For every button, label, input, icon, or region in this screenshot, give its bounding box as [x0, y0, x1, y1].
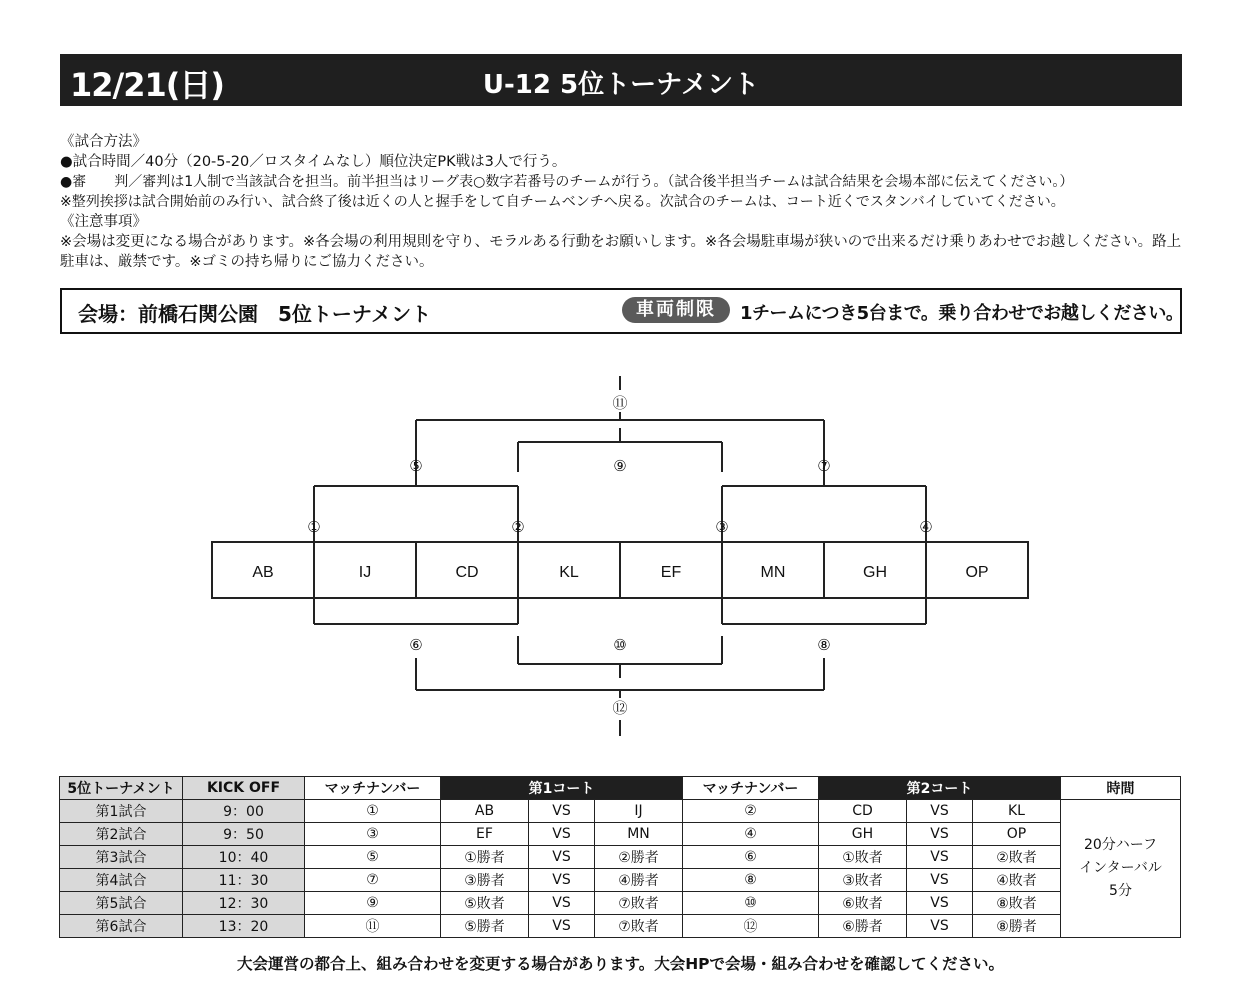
page-title: U-12 5位トーナメント [482, 70, 760, 100]
court2-team-b: KL [973, 800, 1061, 823]
kickoff-time: 11：30 [183, 869, 305, 892]
table-row [60, 823, 1181, 846]
team-gh: GH [863, 564, 887, 581]
court2-team-b: OP [973, 823, 1061, 846]
header-court-2: 第2コート [819, 777, 1061, 800]
team-cd: CD [455, 564, 479, 581]
court1-match-no: ⑤ [305, 846, 441, 869]
court1-team-a: ⑤敗者 [441, 892, 529, 915]
referee-rule: ●審 判／審判は1人制で当該試合を担当。前半担当はリーグ表○数字若番号のチームが行う。（試合後半担当チームは試合結果を会場本部に伝えてください。） [60, 174, 1074, 190]
match-label-4: ④ [919, 518, 933, 536]
match-label-3: ③ [715, 518, 729, 536]
team-boxes [212, 542, 1028, 598]
court2-vs: VS [907, 823, 973, 846]
time-note-interval: インターバル [1079, 860, 1162, 876]
team-ab: AB [252, 564, 274, 581]
team-mn: MN [760, 564, 786, 581]
header-match-no-1: マッチナンバー [305, 777, 441, 800]
court2-vs: VS [907, 915, 973, 938]
court2-team-a: ⑥勝者 [819, 915, 907, 938]
court1-team-b: ②勝者 [595, 846, 683, 869]
match-label-7: ⑦ [817, 457, 831, 475]
time-note-half: 20分ハーフ [1083, 837, 1158, 853]
match-label-6: ⑥ [409, 636, 423, 654]
court1-vs: VS [529, 823, 595, 846]
court2-team-a: CD [819, 800, 907, 823]
game-label: 第6試合 [60, 915, 183, 938]
match-label-9: ⑨ [613, 457, 627, 475]
schedule-header-row [60, 777, 1181, 800]
court1-vs: VS [529, 800, 595, 823]
table-row [60, 915, 1181, 938]
game-label: 第3試合 [60, 846, 183, 869]
vehicle-limit-text: 1チームにつき5台まで。乗り合わせでお越しください。 [740, 303, 1184, 324]
game-label: 第2試合 [60, 823, 183, 846]
court1-team-b: IJ [595, 800, 683, 823]
greeting-rule: ※整列挨拶は試合開始前のみ行い、試合終了後は近くの人と握手をして自チームベンチへ戻る。次試合のチームは、コート近くでスタンバイしていてください。 [60, 194, 1065, 210]
header-kickoff: KICK OFF [183, 777, 305, 800]
time-note [1061, 800, 1181, 938]
event-date: 12/21(日) [70, 66, 225, 104]
court1-team-b: ④勝者 [595, 869, 683, 892]
court2-vs: VS [907, 846, 973, 869]
court1-match-no: ⑪ [305, 915, 441, 938]
court1-match-no: ① [305, 800, 441, 823]
table-row [60, 800, 1181, 823]
court2-team-a: ③敗者 [819, 869, 907, 892]
court2-match-no: ⑧ [683, 869, 819, 892]
team-ef: EF [660, 564, 682, 581]
table-row [60, 869, 1181, 892]
court2-team-b: ⑧敗者 [973, 892, 1061, 915]
court1-vs: VS [529, 915, 595, 938]
footnote: 大会運営の都合上、組み合わせを変更する場合があります。大会HPで会場・組み合わせを確認してください。 [236, 955, 1005, 973]
court1-team-a: AB [441, 800, 529, 823]
court1-match-no: ⑦ [305, 869, 441, 892]
time-rule: ●試合時間／40分（20-5-20／ロスタイムなし）順位決定PK戦は3人で行う。 [60, 154, 567, 170]
kickoff-time: 9：50 [183, 823, 305, 846]
notes-heading: 《注意事項》 [60, 214, 147, 230]
match-label-2: ② [511, 518, 525, 536]
header-time: 時間 [1061, 777, 1181, 800]
court1-match-no: ③ [305, 823, 441, 846]
team-ij: IJ [358, 564, 372, 581]
court2-vs: VS [907, 869, 973, 892]
court1-team-b: ⑦敗者 [595, 915, 683, 938]
team-kl: KL [559, 564, 579, 581]
match-label-12: ⑫ [612, 699, 628, 717]
court2-vs: VS [907, 892, 973, 915]
court2-match-no: ② [683, 800, 819, 823]
table-row [60, 892, 1181, 915]
court2-team-a: ⑥敗者 [819, 892, 907, 915]
court1-team-b: ⑦敗者 [595, 892, 683, 915]
court1-team-b: MN [595, 823, 683, 846]
kickoff-time: 9：00 [183, 800, 305, 823]
court2-team-b: ②敗者 [973, 846, 1061, 869]
court2-team-a: ①敗者 [819, 846, 907, 869]
court1-team-a: EF [441, 823, 529, 846]
court2-match-no: ⑥ [683, 846, 819, 869]
court2-vs: VS [907, 800, 973, 823]
header-court-1: 第1コート [441, 777, 683, 800]
kickoff-time: 13：20 [183, 915, 305, 938]
kickoff-time: 12：30 [183, 892, 305, 915]
match-label-10: ⑩ [613, 636, 627, 654]
team-op: OP [965, 564, 989, 581]
header-tournament: 5位トーナメント [60, 777, 183, 800]
game-label: 第1試合 [60, 800, 183, 823]
court2-team-b: ④敗者 [973, 869, 1061, 892]
schedule-table [59, 776, 1181, 938]
court1-vs: VS [529, 892, 595, 915]
court1-match-no: ⑨ [305, 892, 441, 915]
game-label: 第4試合 [60, 869, 183, 892]
table-row [60, 846, 1181, 869]
kickoff-time: 10：40 [183, 846, 305, 869]
match-label-8: ⑧ [817, 636, 831, 654]
court2-match-no: ④ [683, 823, 819, 846]
time-note-minutes: 5分 [1109, 883, 1132, 899]
court2-match-no: ⑫ [683, 915, 819, 938]
match-label-1: ① [307, 518, 321, 536]
court1-team-a: ③勝者 [441, 869, 529, 892]
court1-team-a: ①勝者 [441, 846, 529, 869]
court1-team-a: ⑤勝者 [441, 915, 529, 938]
method-heading: 《試合方法》 [60, 134, 147, 150]
court2-match-no: ⑩ [683, 892, 819, 915]
game-label: 第5試合 [60, 892, 183, 915]
vehicle-limit-badge: 車両制限 [622, 297, 730, 323]
header-match-no-2: マッチナンバー [683, 777, 819, 800]
court1-vs: VS [529, 869, 595, 892]
court2-team-a: GH [819, 823, 907, 846]
match-label-5: ⑤ [409, 457, 423, 475]
match-label-11: ⑪ [612, 394, 628, 412]
notes-text: ※会場は変更になる場合があります。※各会場の利用規則を守り、モラルある行動をお願いします。※各会場駐車場が狭いので出来るだけ乗りあわせでお越しください。路上駐車は、厳禁です。※ゴミの持ち帰りにご協力ください。 [60, 234, 1182, 270]
court1-vs: VS [529, 846, 595, 869]
venue-name: 会場：前橋石関公園 5位トーナメント [78, 302, 432, 326]
court2-team-b: ⑧勝者 [973, 915, 1061, 938]
